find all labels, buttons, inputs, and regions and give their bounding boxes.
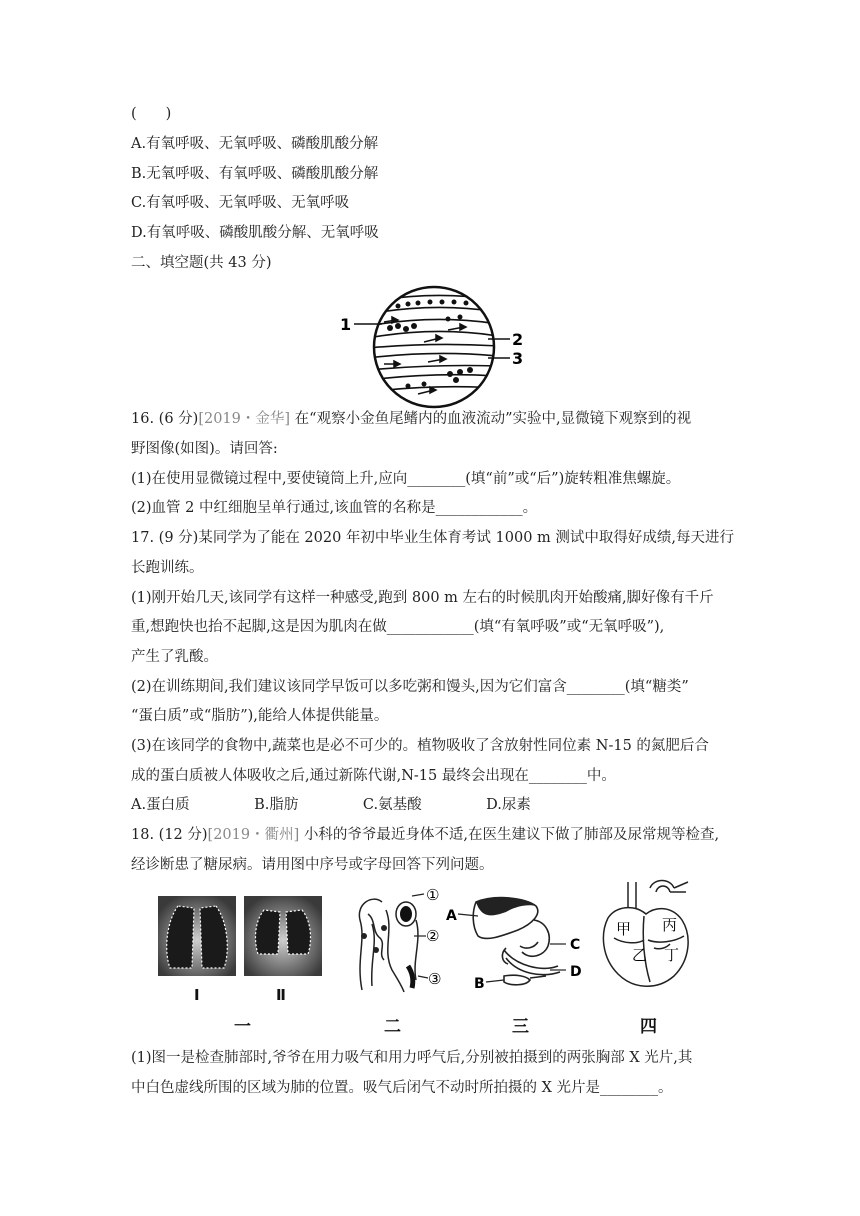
option-b: B.无氧呼吸、有氧呼吸、磷酸肌酸分解 — [131, 166, 379, 182]
question-17-part-1c: 产生了乳酸。 — [131, 649, 218, 665]
question-17-options: A.蛋白质 B.脂肪 C.氨基酸 D.尿素 — [131, 797, 531, 813]
question-17-part-2b: “蛋白质”或“脂肪”),能给人体提供能量。 — [131, 708, 389, 724]
kidney-label-2: ② — [426, 927, 440, 945]
label-2: 2 — [512, 330, 524, 349]
question-18-line-2: 经诊断患了糖尿病。请用图中序号或字母回答下列问题。 — [131, 857, 494, 873]
question-17-part-2: (2)在训练期间,我们建议该同学早饭可以多吃粥和馒头,因为它们富含________(填“糖类” — [131, 679, 689, 695]
question-16-line-2: 野图像(如图)。请回答: — [131, 441, 278, 457]
microscope-field-figure — [338, 284, 528, 414]
heart-label-bing: 丙 — [662, 916, 678, 934]
label-1: 1 — [340, 315, 352, 334]
section-heading: 二、填空题(共 43 分) — [131, 255, 272, 271]
xray-label-1: Ⅰ — [194, 986, 200, 1004]
heart-label-yi: 乙 — [632, 946, 648, 964]
organ-label-c: C — [570, 937, 581, 953]
question-17-part-1b: 重,想跑快也抬不起脚,这是因为肌肉在做____________(填“有氧呼吸”或“无氧呼吸”), — [131, 619, 665, 635]
heart-label-jia: 甲 — [616, 920, 632, 938]
option-d: D.有氧呼吸、磷酸肌酸分解、无氧呼吸 — [131, 225, 379, 241]
question-16-line-1: 16. (6 分)[2019・金华] 在“观察小金鱼尾鳍内的血液流动”实验中,显微镜下观察到的视 — [131, 411, 692, 427]
kidney-label-3: ③ — [428, 970, 442, 988]
heart-figure — [594, 878, 698, 996]
question-16-part-1: (1)在使用显微镜过程中,要使镜筒上升,应向________(填“前”或“后”)旋转粗准焦螺旋。 — [131, 471, 681, 487]
organ-label-a: A — [446, 908, 457, 924]
question-16-part-2: (2)血管 2 中红细胞呈单行通过,该血管的名称是____________。 — [131, 500, 538, 516]
option-c: C.有氧呼吸、无氧呼吸、无氧呼吸 — [131, 195, 350, 211]
nephron-figure — [342, 880, 446, 998]
question-18-part-1b: 中白色虚线所围的区域为肺的位置。吸气后闭气不动时所拍摄的 X 光片是________。 — [131, 1080, 673, 1096]
figure-caption-3: 三 — [512, 1017, 529, 1037]
question-17-part-3: (3)在该同学的食物中,蔬菜也是必不可少的。植物吸收了含放射性同位素 N-15 的氮肥后合 — [131, 738, 709, 754]
question-18-line-1: 18. (12 分)[2019・衢州] 小科的爷爷最近身体不适,在医生建议下做了肺部及尿常规等检查, — [131, 827, 720, 843]
question-17-part-3b: 成的蛋白质被人体吸收之后,通过新陈代谢,N-15 最终会出现在________中。 — [131, 768, 616, 784]
xray-label-2: Ⅱ — [276, 986, 286, 1004]
heart-label-ding: 丁 — [664, 946, 680, 964]
digestive-figure — [446, 890, 586, 996]
question-17-part-1: (1)刚开始几天,该同学有这样一种感受,跑到 800 m 左右的时候肌肉开始酸痛,脚好像有千斤 — [131, 590, 714, 606]
figure-caption-2: 二 — [384, 1017, 401, 1037]
kidney-label-1: ① — [426, 886, 440, 904]
figure-caption-4: 四 — [640, 1017, 657, 1037]
question-17-line-1: 17. (9 分)某同学为了能在 2020 年初中毕业生体育考试 1000 m 测试中取得好成绩,每天进行 — [131, 530, 735, 546]
xray-figure — [156, 892, 324, 980]
organ-label-b: B — [474, 976, 485, 992]
label-3: 3 — [512, 349, 524, 368]
question-17-line-2: 长跑训练。 — [131, 560, 204, 576]
text-line: ( ) — [131, 106, 172, 122]
organ-label-d: D — [570, 964, 582, 980]
question-18-part-1: (1)图一是检查肺部时,爷爷在用力吸气和用力呼气后,分别被拍摄到的两张胸部 X 光片,其 — [131, 1050, 693, 1066]
option-a: A.有氧呼吸、无氧呼吸、磷酸肌酸分解 — [131, 136, 379, 152]
figure-caption-1: 一 — [234, 1017, 251, 1037]
